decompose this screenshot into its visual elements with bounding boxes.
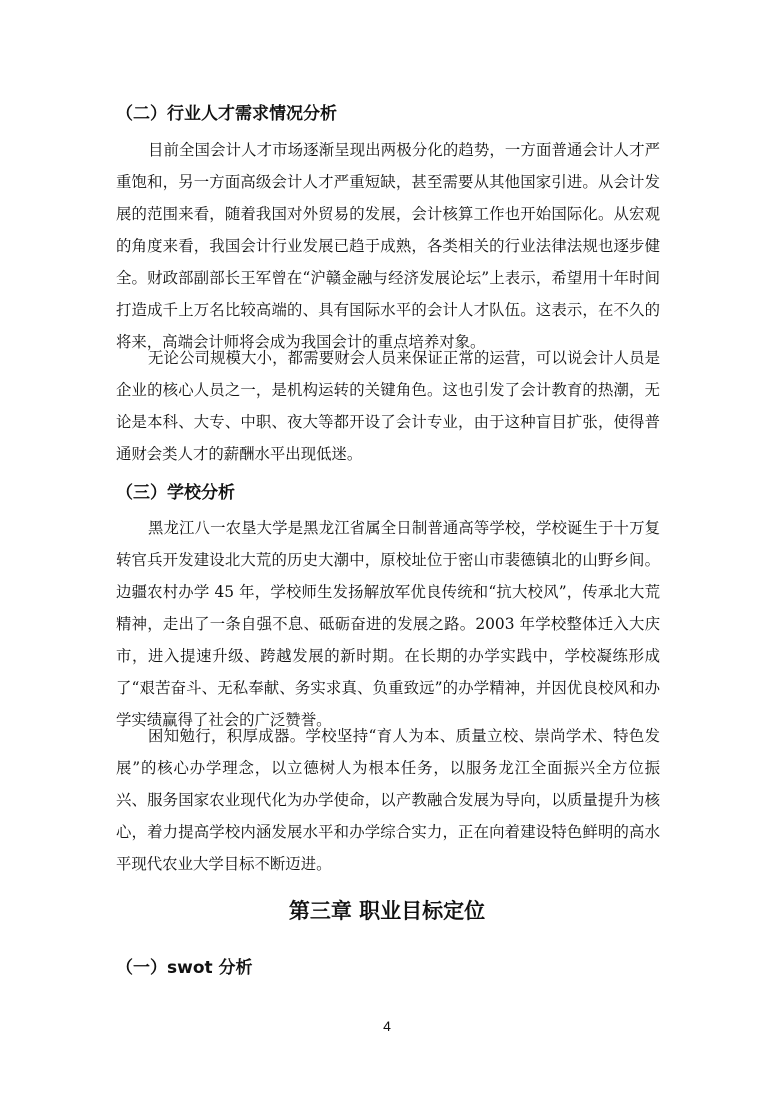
paragraph-industry-1: 目前全国会计人才市场逐渐呈现出两极分化的趋势，一方面普通会计人才严重饱和，另一方面高级会计人才严重短缺，甚至需要从其他国家引进。从会计发展的范围来看，随着我国对外贸易的发展，会计核算工作也开始国际化。从宏观的角度来看，我国会计行业发展已趋于成熟，各类相关的行业法律法规也逐步健全。财政部副部长王军曾在“沪赣金融与经济发展论坛”上表示，希望用十年时间打造成千上万名比较高端的、具有国际水平的会计人才队伍。这表示，在不久的将来，高端会计师将会成为我国会计的重点培养对象。 <box>116 141 660 351</box>
section-heading-school-analysis: （三）学校分析 <box>116 483 235 503</box>
subsection-heading-swot: （一）swot 分析 <box>116 958 253 978</box>
chapter-title: 第三章 职业目标定位 <box>288 899 486 923</box>
section-heading-industry-talent: （二）行业人才需求情况分析 <box>116 104 337 124</box>
paragraph-school-1: 黑龙江八一农垦大学是黑龙江省属全日制普通高等学校，学校诞生于十万复转官兵开发建设北大荒的历史大潮中，原校址位于密山市裴德镇北的山野乡间。边疆农村办学 45 年，学校师生发扬解放军优良传统和“抗大校风”，传承北大荒精神，走出了一条自强不息、砥砺奋进的发展之路。2003 年学校整体迁入大庆市，进入提速升级、跨越发展的新时期。在长期的办学实践中，学校凝练形成了“艰苦奋斗、无私奉献、务实求真、负重致远”的办学精神，并因优良校风和办学实绩赢得了社会的广泛赞誉。 <box>116 519 660 729</box>
paragraph-industry-2: 无论公司规模大小，都需要财会人员来保证正常的运营，可以说会计人员是企业的核心人员之一，是机构运转的关键角色。这也引发了会计教育的热潮，无论是本科、大专、中职、夜大等都开设了会计专业，由于这种盲目扩张，使得普通财会类人才的薪酬水平出现低迷。 <box>116 349 660 463</box>
page-number: 4 <box>383 1018 391 1034</box>
paragraph-school-2: 困知勉行，积厚成器。学校坚持“育人为本、质量立校、崇尚学术、特色发展”的核心办学理念，以立德树人为根本任务，以服务龙江全面振兴全方位振兴、服务国家农业现代化为办学使命，以产教融合发展为导向，以质量提升为核心，着力提高学校内涵发展水平和办学综合实力，正在向着建设特色鲜明的高水平现代农业大学目标不断迈进。 <box>116 727 660 873</box>
